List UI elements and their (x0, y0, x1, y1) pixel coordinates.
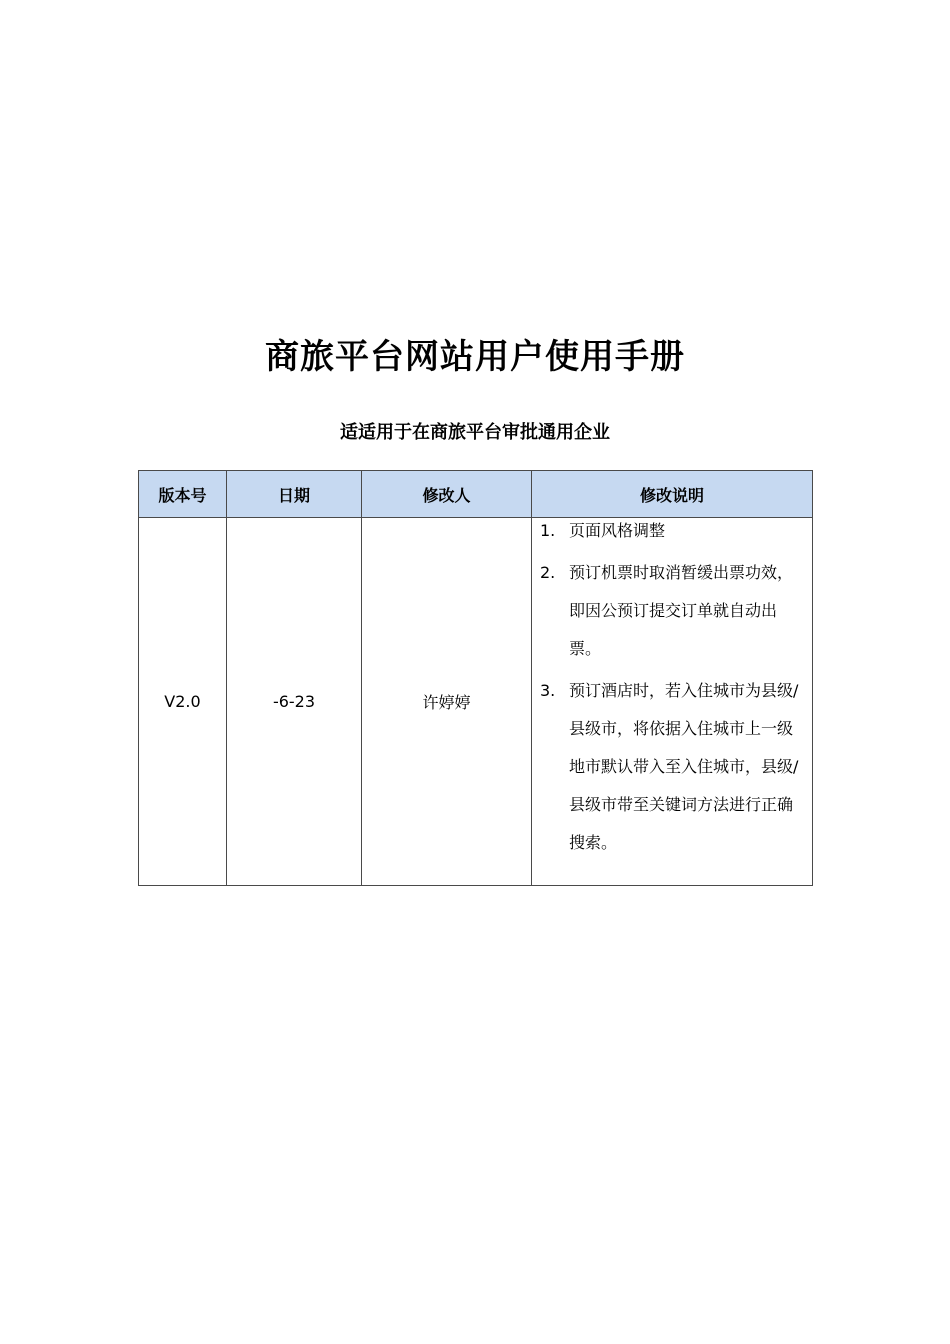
notes-list (532, 512, 812, 862)
column-header-author: 修改人 (362, 471, 532, 518)
list-item-text: 预订酒店时，若入住城市为县级/县级市，将依据入住城市上一级地市默认带入至入住城市，县级/县级市带至关键词方法进行正确搜索。 (569, 681, 799, 852)
list-item (540, 512, 804, 550)
list-item-text: 预订机票时取消暂缓出票功效，即因公预订提交订单就自动出票。 (569, 563, 794, 658)
table-header-row (139, 471, 813, 518)
author-cell: 许婷婷 (362, 518, 532, 886)
date-cell: -6-23 (227, 518, 362, 886)
list-item (540, 554, 804, 668)
column-header-date: 日期 (227, 471, 362, 518)
revision-history-table (138, 470, 813, 886)
document-title: 商旅平台网站用户使用手册 (265, 337, 685, 377)
column-header-notes: 修改说明 (532, 471, 813, 518)
list-item-text: 页面风格调整 (569, 521, 666, 540)
version-cell: V2.0 (139, 518, 227, 886)
list-item-number: 3. (540, 681, 556, 700)
document-subtitle: 适适用于在商旅平台审批通用企业 (340, 422, 610, 443)
notes-cell (532, 518, 813, 886)
list-item (540, 672, 804, 862)
list-item-number: 1. (540, 521, 556, 540)
list-item-number: 2. (540, 563, 556, 582)
table-row (139, 518, 813, 886)
column-header-version: 版本号 (139, 471, 227, 518)
